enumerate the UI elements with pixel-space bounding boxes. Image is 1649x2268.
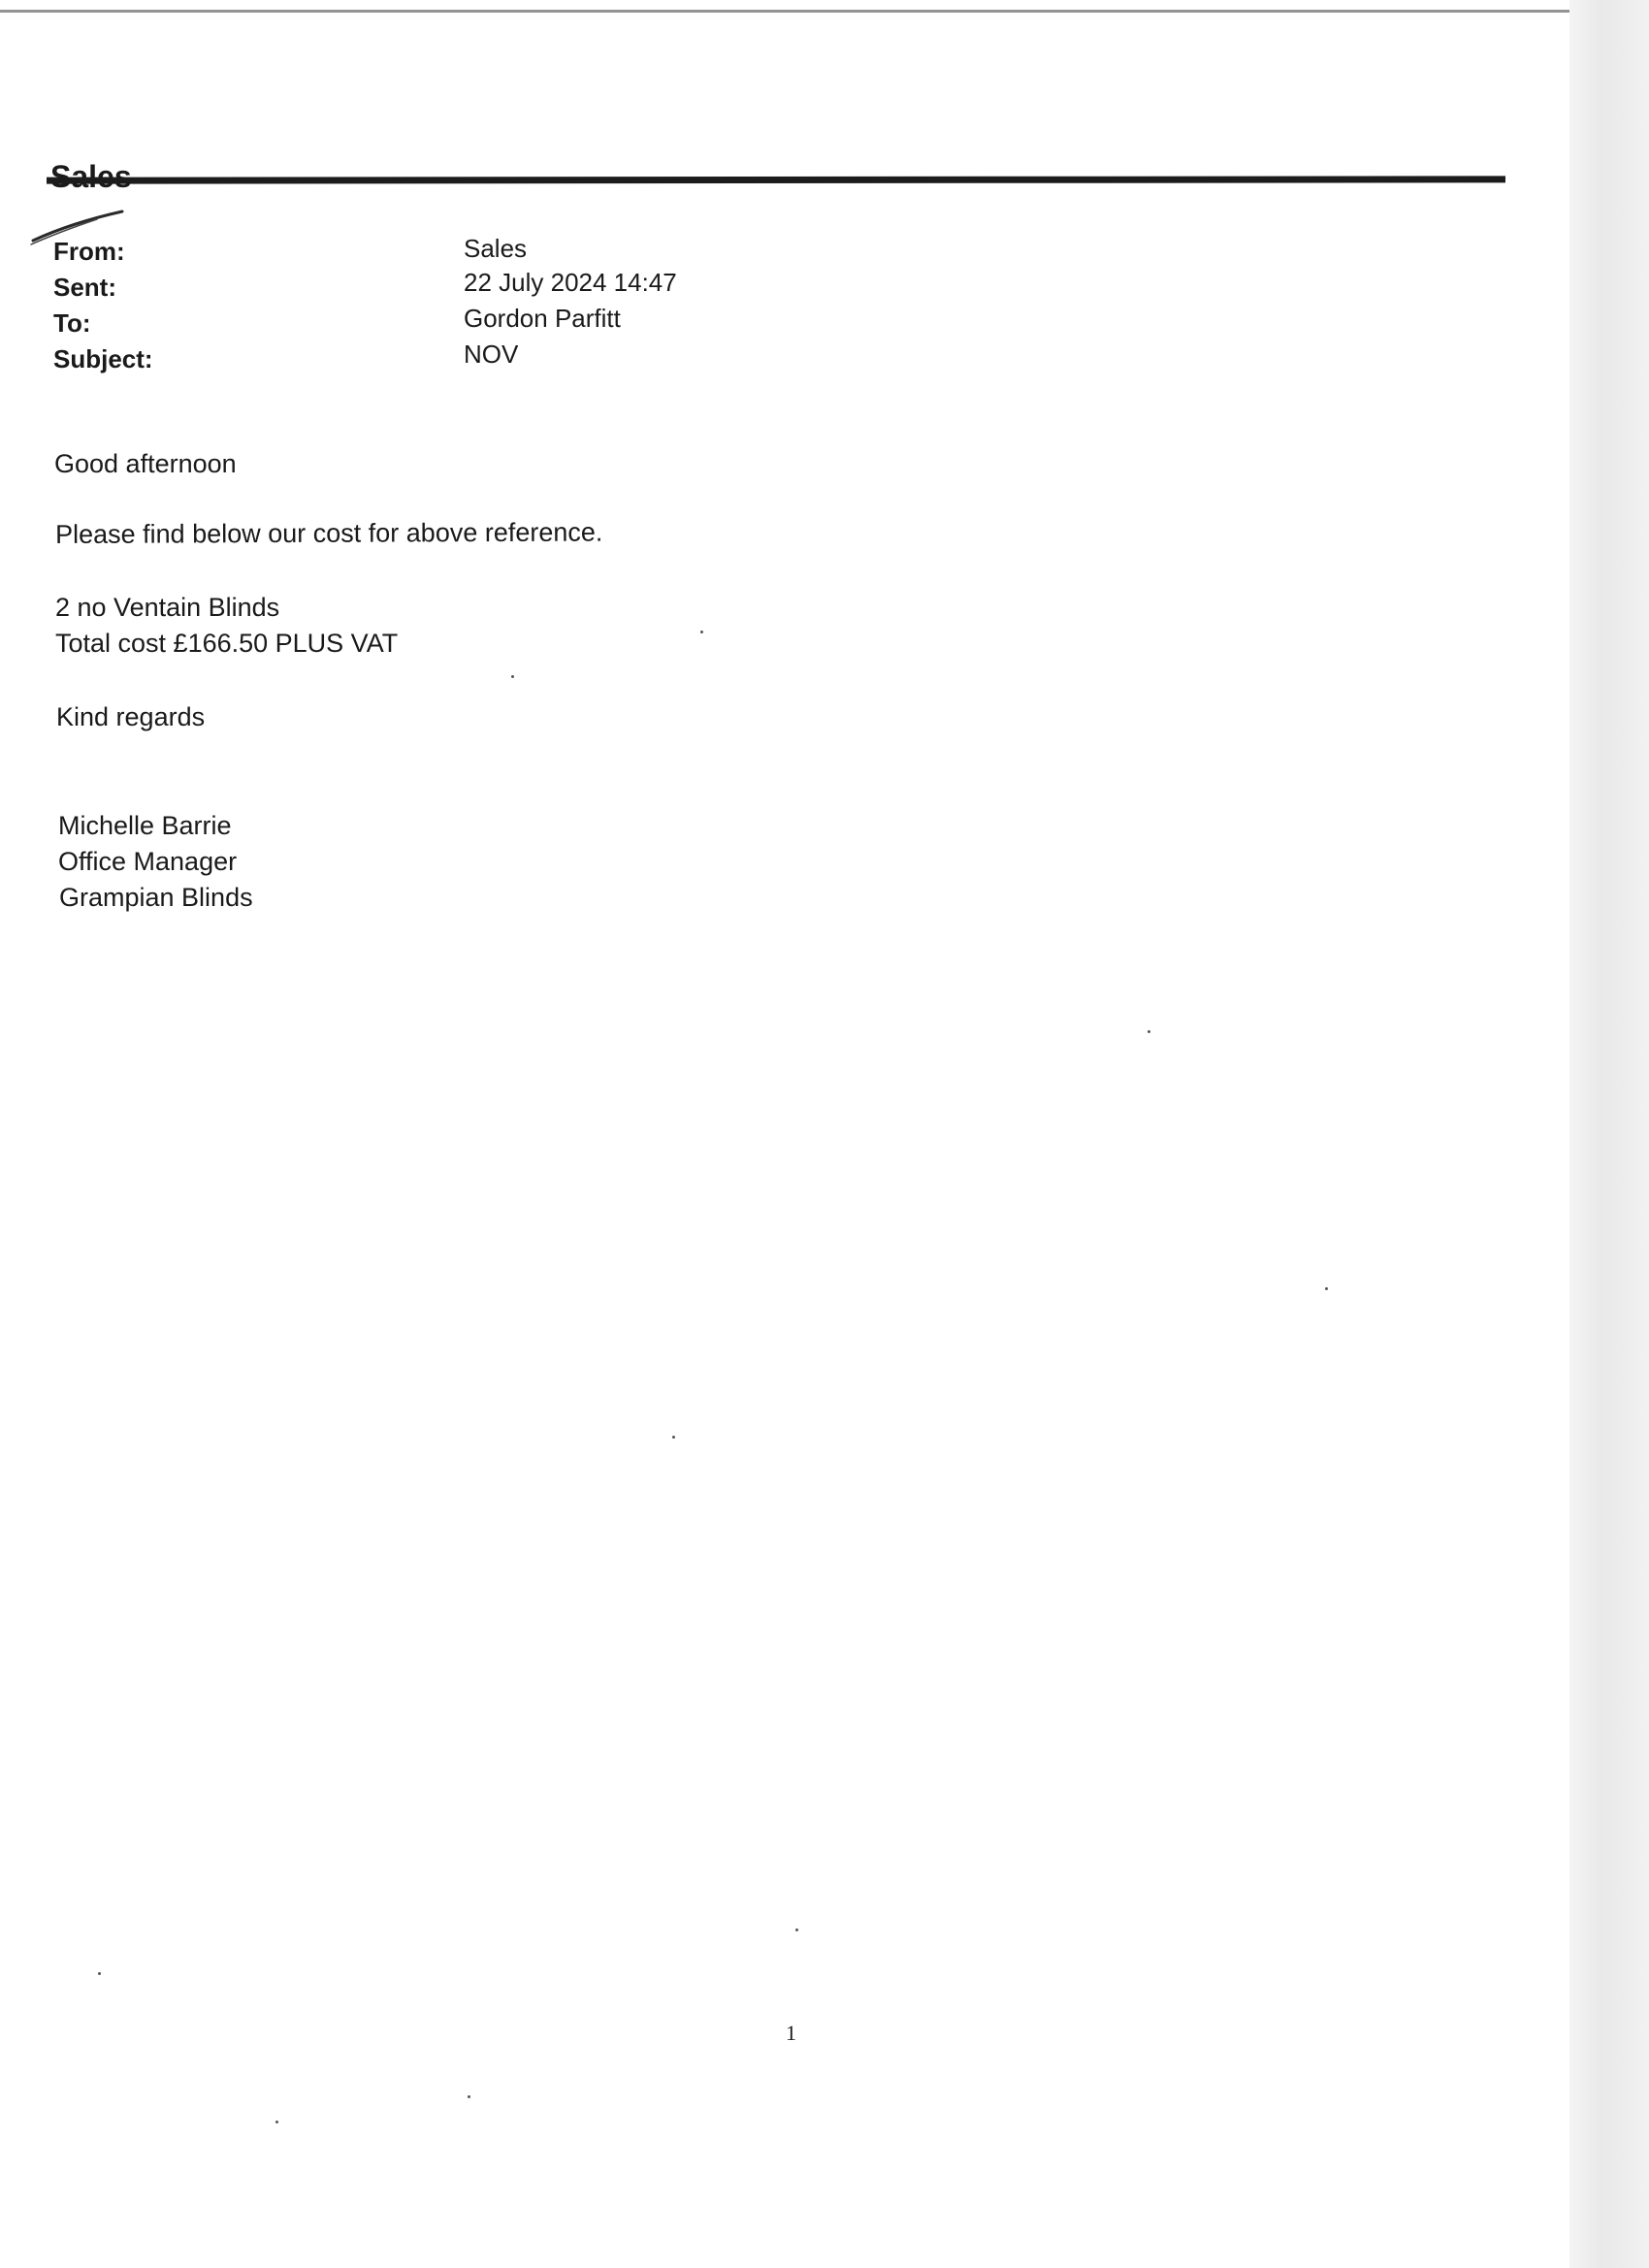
to-label: To:: [53, 308, 91, 338]
signature-name: Michelle Barrie: [58, 811, 232, 840]
total-cost-text: Total cost £166.50 PLUS VAT: [55, 629, 399, 658]
intro-text: Please find below our cost for above reference.: [55, 517, 603, 549]
sent-value: 22 July 2024 14:47: [464, 268, 677, 297]
scan-speck: [1148, 1030, 1150, 1033]
scan-speck: [468, 2095, 470, 2098]
from-label: From:: [53, 237, 125, 266]
heading-rule: [47, 176, 1505, 183]
page-number: 1: [786, 2021, 796, 2045]
closing-text: Kind regards: [56, 702, 206, 731]
from-value: Sales: [464, 234, 528, 263]
scan-edge-top: [0, 10, 1571, 13]
scan-speck: [511, 675, 514, 678]
to-value: Gordon Parfitt: [464, 304, 621, 333]
scan-speck: [98, 1972, 101, 1975]
scan-speck: [1325, 1287, 1328, 1290]
scan-speck: [275, 2121, 278, 2123]
scan-speck: [672, 1436, 675, 1439]
scan-speck: [795, 1928, 798, 1931]
subject-label: Subject:: [53, 344, 153, 373]
signature-company: Grampian Blinds: [59, 883, 253, 912]
greeting-text: Good afternoon: [54, 449, 237, 478]
item-text: 2 no Ventain Blinds: [55, 593, 280, 622]
signature-title: Office Manager: [58, 847, 238, 876]
scan-speck: [700, 631, 703, 633]
subject-value: NOV: [464, 340, 519, 369]
scan-edge-right: [1569, 0, 1649, 2268]
sent-label: Sent:: [53, 273, 116, 302]
